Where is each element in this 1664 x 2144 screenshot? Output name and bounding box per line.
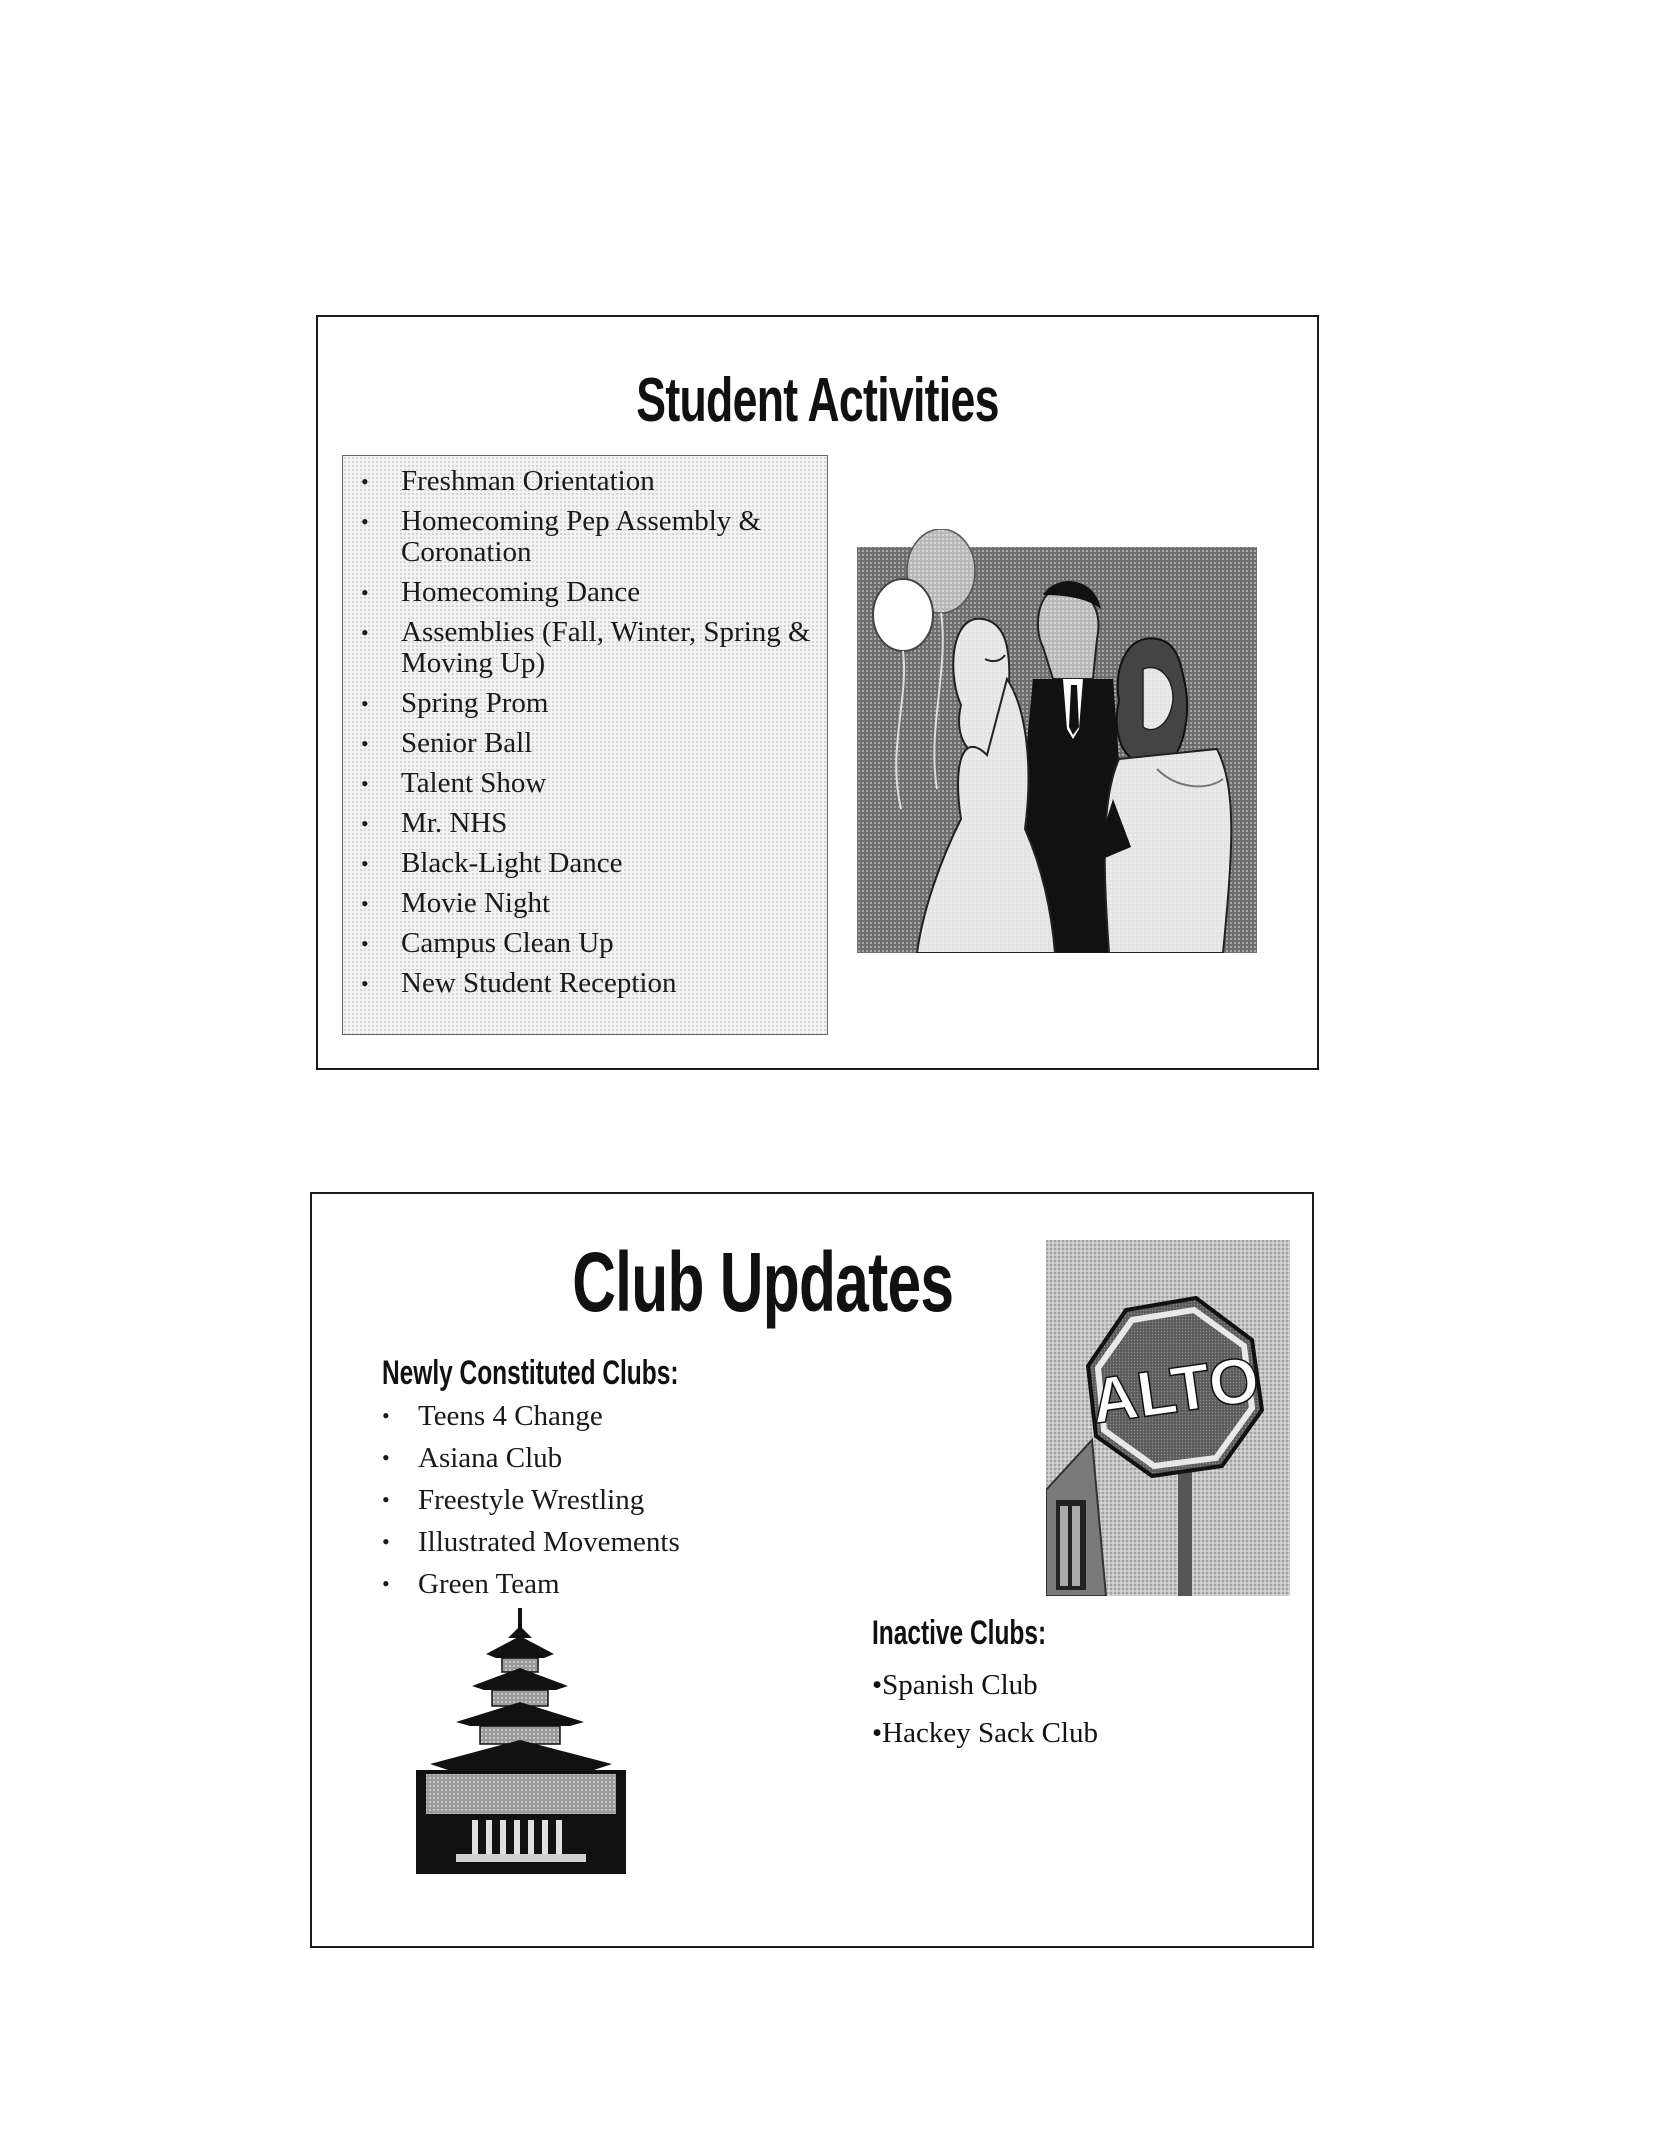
- list-item: • Talent Show: [361, 768, 817, 799]
- list-item: • Movie Night: [361, 888, 817, 919]
- pagoda-illustration: [416, 1608, 626, 1874]
- list-item: •Hackey Sack Club: [872, 1717, 1098, 1749]
- list-item: • Freshman Orientation: [361, 466, 817, 497]
- list-item: • Freestyle Wrestling: [382, 1484, 680, 1516]
- list-item: • Mr. NHS: [361, 808, 817, 839]
- list-item: • Homecoming Pep Assembly & Coronation: [361, 506, 817, 568]
- list-item: • New Student Reception: [361, 968, 817, 999]
- list-item: • Homecoming Dance: [361, 577, 817, 608]
- club-updates-slide: [310, 1192, 1314, 1948]
- student-activities-slide: [316, 315, 1319, 1070]
- newly-clubs-list: [382, 1400, 680, 1610]
- stop-sign-illustration: [1046, 1240, 1290, 1596]
- slide-title: Student Activities: [636, 366, 999, 435]
- list-item: • Black-Light Dance: [361, 848, 817, 879]
- list-item: • Senior Ball: [361, 728, 817, 759]
- newly-constituted-heading: Newly Constituted Clubs:: [382, 1354, 679, 1392]
- prom-couple-illustration: [857, 529, 1257, 953]
- stop-sign-text: ALTO: [1086, 1342, 1264, 1438]
- slide-title: Club Updates: [572, 1235, 954, 1329]
- list-item: • Illustrated Movements: [382, 1526, 680, 1558]
- list-item: • Green Team: [382, 1568, 680, 1600]
- list-item: • Spring Prom: [361, 688, 817, 719]
- list-item: • Campus Clean Up: [361, 928, 817, 959]
- inactive-clubs-list: [872, 1668, 1098, 1764]
- list-item: • Assemblies (Fall, Winter, Spring & Moving Up): [361, 617, 817, 679]
- list-item: •Spanish Club: [872, 1669, 1038, 1701]
- activities-list: [361, 466, 817, 999]
- inactive-clubs-heading: Inactive Clubs:: [872, 1614, 1047, 1652]
- activities-list-box: [342, 455, 828, 1035]
- list-item: • Teens 4 Change: [382, 1400, 680, 1432]
- list-item: • Asiana Club: [382, 1442, 680, 1474]
